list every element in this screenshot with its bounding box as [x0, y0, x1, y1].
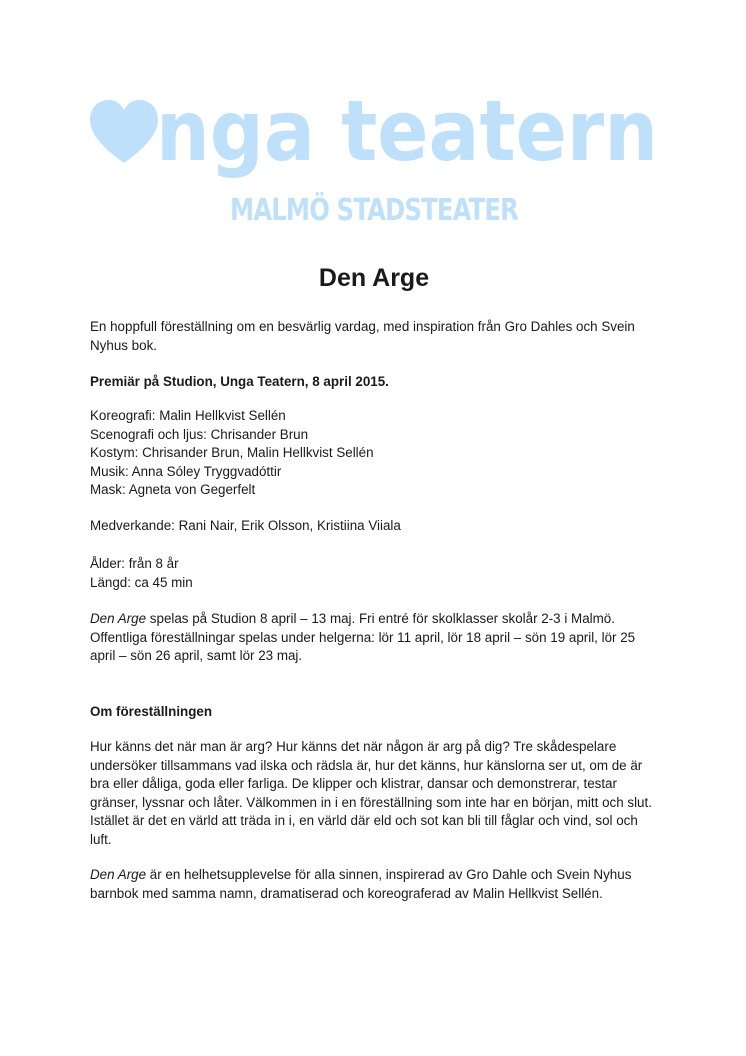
premiere-line: Premiär på Studion, Unga Teatern, 8 april 2015.: [90, 374, 389, 389]
heart-icon: [90, 100, 158, 163]
about-title: Den Arge: [90, 867, 147, 882]
intro-paragraph: En hoppfull föreställning om en besvärlig vardag, med inspiration från Gro Dahles och Svein Nyhus bok.: [90, 319, 635, 353]
about-text: är en helhetsupplevelse för alla sinnen, inspirerad av Gro Dahle och Svein Nyhus barnbok med samma namn, dramatiserad och koreograferad av Malin Hellkvist Sellén.: [90, 867, 632, 901]
about-paragraph-2: [90, 866, 660, 903]
length-line: Längd: ca 45 min: [90, 574, 193, 590]
schedule-title: Den Arge: [90, 611, 147, 626]
cast-line: Medverkande: Rani Nair, Erik Olsson, Kristiina Viiala: [90, 518, 401, 533]
svg-text:nga teatern: nga teatern: [156, 82, 658, 180]
about-paragraph-1: Hur känns det när man är arg? Hur känns det när någon är arg på dig? Tre skådespelare undersöker tillsammans vad ilska och rädsla är, hur det känns, hur känslorna ser ut, om de är bra eller dåliga, goda eller farliga. De klipper och klistrar, dansar och demonstrerar, testar gränser, lyssnar och låter. Välkommen in i en föreställning som inte har en början, mitt och slut. Istället är det en värld att träda in i, en värld där eld och sot kan bli till fåglar och vind, sol och luft.: [90, 739, 652, 847]
schedule-paragraph: [90, 610, 660, 666]
age-line: Ålder: från 8 år: [90, 556, 179, 571]
about-heading: Om föreställningen: [90, 704, 213, 719]
unga-teatern-logo: [90, 82, 658, 228]
credit-item: Mask: Agneta von Gegerfelt: [90, 482, 256, 498]
credit-item: Musik: Anna Sóley Tryggvadóttir: [90, 463, 282, 479]
page-title: Den Arge: [318, 264, 430, 292]
credit-item: Scenografi och ljus: Chrisander Brun: [90, 426, 309, 442]
schedule-text: spelas på Studion 8 april – 13 maj. Fri entré för skolklasser skolår 2-3 i Malmö. Offentliga föreställningar spelas under helgerna: lör 11 april, lör 18 april – sön 19 april, lör 25 april – sön 26 april, samt lör 23 maj.: [90, 611, 636, 664]
age-length: [90, 555, 660, 592]
credit-item: Koreografi: Malin Hellkvist Sellén: [90, 408, 286, 423]
credit-item: Kostym: Chrisander Brun, Malin Hellkvist Sellén: [90, 445, 374, 461]
svg-text:MALMÖ STADSTEATER: MALMÖ STADSTEATER: [230, 193, 587, 228]
credits-list: [90, 407, 660, 500]
